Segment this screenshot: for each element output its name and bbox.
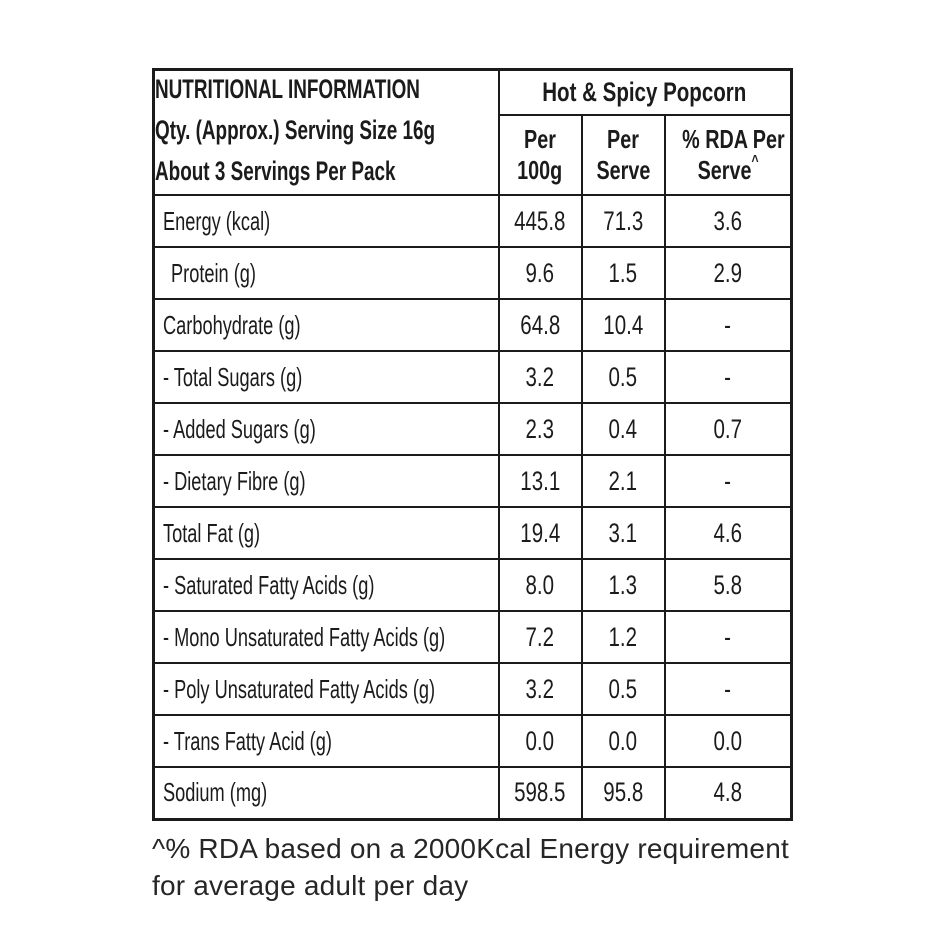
nutrient-row xyxy=(154,247,792,299)
value-per-serve: 1.3 xyxy=(608,569,638,600)
value-per-100g-cell xyxy=(499,403,582,455)
value-per-100g: 7.2 xyxy=(525,621,555,652)
nutrient-label: Total Fat (g) xyxy=(163,517,261,548)
value-per-100g-cell xyxy=(499,611,582,663)
col-line xyxy=(500,155,581,186)
nutrient-label-cell xyxy=(154,507,499,559)
value-rda-per-serve-cell xyxy=(665,663,792,715)
per-100g-label-line1: Per xyxy=(524,124,556,155)
value-per-100g: 2.3 xyxy=(525,413,555,444)
nutrient-label-cell xyxy=(154,559,499,611)
column-header-per-serve xyxy=(582,115,665,195)
nutrient-label: Carbohydrate (g) xyxy=(163,309,301,340)
serving-size-text: Qty. (Approx.) Serving Size 16g xyxy=(155,115,436,145)
value-per-100g-cell xyxy=(499,767,582,819)
nutrient-row xyxy=(154,611,792,663)
value-per-serve: 0.5 xyxy=(608,361,638,392)
per-100g-label-line2-wrap xyxy=(517,155,562,186)
nutrient-label: Protein (g) xyxy=(171,257,256,288)
nutrient-row xyxy=(154,507,792,559)
nutrient-row xyxy=(154,403,792,455)
value-rda-per-serve: 3.6 xyxy=(713,205,743,236)
value-per-serve: 95.8 xyxy=(603,777,643,808)
value-rda-per-serve-cell xyxy=(665,351,792,403)
value-per-serve: 10.4 xyxy=(603,309,643,340)
value-per-100g: 8.0 xyxy=(525,569,555,600)
value-per-serve: 1.5 xyxy=(608,257,638,288)
per-serve-label-line2: Serve xyxy=(596,155,650,186)
value-per-serve-cell xyxy=(582,611,665,663)
nutrient-row xyxy=(154,455,792,507)
value-per-serve-cell xyxy=(582,455,665,507)
value-rda-per-serve: - xyxy=(724,361,732,392)
value-per-serve: 1.2 xyxy=(608,621,638,652)
value-rda-per-serve-cell xyxy=(665,195,792,247)
value-per-100g: 13.1 xyxy=(520,465,560,496)
value-rda-per-serve-cell xyxy=(665,299,792,351)
rda-label-line2: Serve xyxy=(697,155,752,186)
nutrient-label: - Total Sugars (g) xyxy=(163,361,303,392)
table-title: NUTRITIONAL INFORMATION xyxy=(155,74,420,104)
nutrient-label: Energy (kcal) xyxy=(163,205,271,236)
value-per-100g: 598.5 xyxy=(514,777,566,808)
nutrient-label: Sodium (mg) xyxy=(163,777,268,808)
nutrient-row xyxy=(154,195,792,247)
header-row-product xyxy=(154,70,792,116)
nutrient-row xyxy=(154,767,792,819)
nutrient-label: - Dietary Fibre (g) xyxy=(163,465,306,496)
nutrient-label-cell xyxy=(154,247,499,299)
value-per-serve-cell xyxy=(582,715,665,767)
nutrient-label-cell xyxy=(154,403,499,455)
column-header-rda-per-serve xyxy=(665,115,792,195)
footnote-line1: ^% RDA based on a 2000Kcal Energy requirement xyxy=(152,833,789,864)
value-per-serve: 0.0 xyxy=(608,725,638,756)
nutrient-row xyxy=(154,663,792,715)
col-line xyxy=(500,124,581,155)
table-title-line xyxy=(155,71,498,112)
value-per-100g-cell xyxy=(499,195,582,247)
value-per-serve: 3.1 xyxy=(608,517,638,548)
value-per-serve-cell xyxy=(582,559,665,611)
value-per-serve: 0.4 xyxy=(608,413,638,444)
value-per-serve-cell xyxy=(582,767,665,819)
value-rda-per-serve-cell xyxy=(665,403,792,455)
nutrition-rows xyxy=(154,195,792,819)
value-per-100g-cell xyxy=(499,663,582,715)
servings-per-pack-text: About 3 Servings Per Pack xyxy=(155,156,396,186)
servings-per-pack-line xyxy=(155,153,498,194)
value-per-serve: 2.1 xyxy=(608,465,638,496)
value-rda-per-serve: - xyxy=(724,309,732,340)
nutrient-label-cell xyxy=(154,455,499,507)
column-header-per-100g xyxy=(499,115,582,195)
value-rda-per-serve-cell xyxy=(665,715,792,767)
value-rda-per-serve-cell xyxy=(665,247,792,299)
serving-size-line xyxy=(155,112,498,153)
nutrient-label-cell xyxy=(154,767,499,819)
nutrient-label-cell xyxy=(154,611,499,663)
nutrient-label-cell xyxy=(154,299,499,351)
nutrient-row xyxy=(154,299,792,351)
nutrient-label-cell xyxy=(154,715,499,767)
value-rda-per-serve: - xyxy=(724,673,732,704)
value-per-100g: 0.0 xyxy=(525,725,555,756)
value-per-100g-cell xyxy=(499,559,582,611)
nutrient-label: - Added Sugars (g) xyxy=(163,413,316,444)
nutrient-label: - Trans Fatty Acid (g) xyxy=(163,725,332,756)
nutrient-row xyxy=(154,559,792,611)
value-rda-per-serve-cell xyxy=(665,611,792,663)
value-per-100g: 19.4 xyxy=(520,517,560,548)
nutrient-row xyxy=(154,715,792,767)
value-rda-per-serve-cell xyxy=(665,559,792,611)
value-rda-per-serve: 2.9 xyxy=(713,257,743,288)
value-rda-per-serve-cell xyxy=(665,455,792,507)
per-serve-label-line1: Per xyxy=(607,124,639,155)
value-per-serve: 71.3 xyxy=(603,205,643,236)
value-rda-per-serve: 4.6 xyxy=(713,517,743,548)
col-line xyxy=(583,124,664,155)
nutrient-row xyxy=(154,351,792,403)
rda-label-line2-wrap xyxy=(697,152,759,186)
footnote-line2: for average adult per day xyxy=(152,870,469,901)
rda-label-line1: % RDA Per xyxy=(681,124,785,155)
table-header-info-cell xyxy=(154,70,499,196)
col-line xyxy=(666,124,791,155)
nutrition-table xyxy=(152,68,793,821)
per-serve-label-line2-wrap xyxy=(596,155,650,186)
value-per-100g: 9.6 xyxy=(525,257,555,288)
value-per-serve-cell xyxy=(582,195,665,247)
nutrient-label-cell xyxy=(154,351,499,403)
rda-footnote xyxy=(152,830,789,904)
value-per-100g-cell xyxy=(499,715,582,767)
value-per-serve-cell xyxy=(582,351,665,403)
value-per-100g: 3.2 xyxy=(525,673,555,704)
nutrient-label: - Mono Unsaturated Fatty Acids (g) xyxy=(163,621,446,652)
value-rda-per-serve: 5.8 xyxy=(713,569,743,600)
value-per-100g-cell xyxy=(499,507,582,559)
value-per-serve-cell xyxy=(582,299,665,351)
value-per-100g: 3.2 xyxy=(525,361,555,392)
value-per-serve-cell xyxy=(582,403,665,455)
value-rda-per-serve-cell xyxy=(665,767,792,819)
nutrient-label: - Saturated Fatty Acids (g) xyxy=(163,569,375,600)
value-per-100g-cell xyxy=(499,299,582,351)
value-per-serve-cell xyxy=(582,247,665,299)
value-per-100g: 64.8 xyxy=(520,309,560,340)
value-rda-per-serve: 4.8 xyxy=(713,777,743,808)
value-per-100g-cell xyxy=(499,455,582,507)
value-per-serve-cell xyxy=(582,507,665,559)
value-rda-per-serve: 0.0 xyxy=(713,725,743,756)
value-rda-per-serve: 0.7 xyxy=(713,413,743,444)
value-per-100g-cell xyxy=(499,351,582,403)
nutrient-label-cell xyxy=(154,663,499,715)
per-100g-label-line2: 100g xyxy=(517,155,563,186)
value-per-100g: 445.8 xyxy=(514,205,566,236)
value-rda-per-serve-cell xyxy=(665,507,792,559)
col-line xyxy=(583,155,664,186)
product-name: Hot & Spicy Popcorn xyxy=(542,77,747,108)
footnote-marker: ^ xyxy=(751,152,759,170)
value-per-serve-cell xyxy=(582,663,665,715)
col-line xyxy=(666,152,791,186)
value-per-100g-cell xyxy=(499,247,582,299)
value-rda-per-serve: - xyxy=(724,465,732,496)
nutrient-label: - Poly Unsaturated Fatty Acids (g) xyxy=(163,673,436,704)
product-header-cell xyxy=(499,70,792,116)
value-per-serve: 0.5 xyxy=(608,673,638,704)
value-rda-per-serve: - xyxy=(724,621,732,652)
nutrient-label-cell xyxy=(154,195,499,247)
